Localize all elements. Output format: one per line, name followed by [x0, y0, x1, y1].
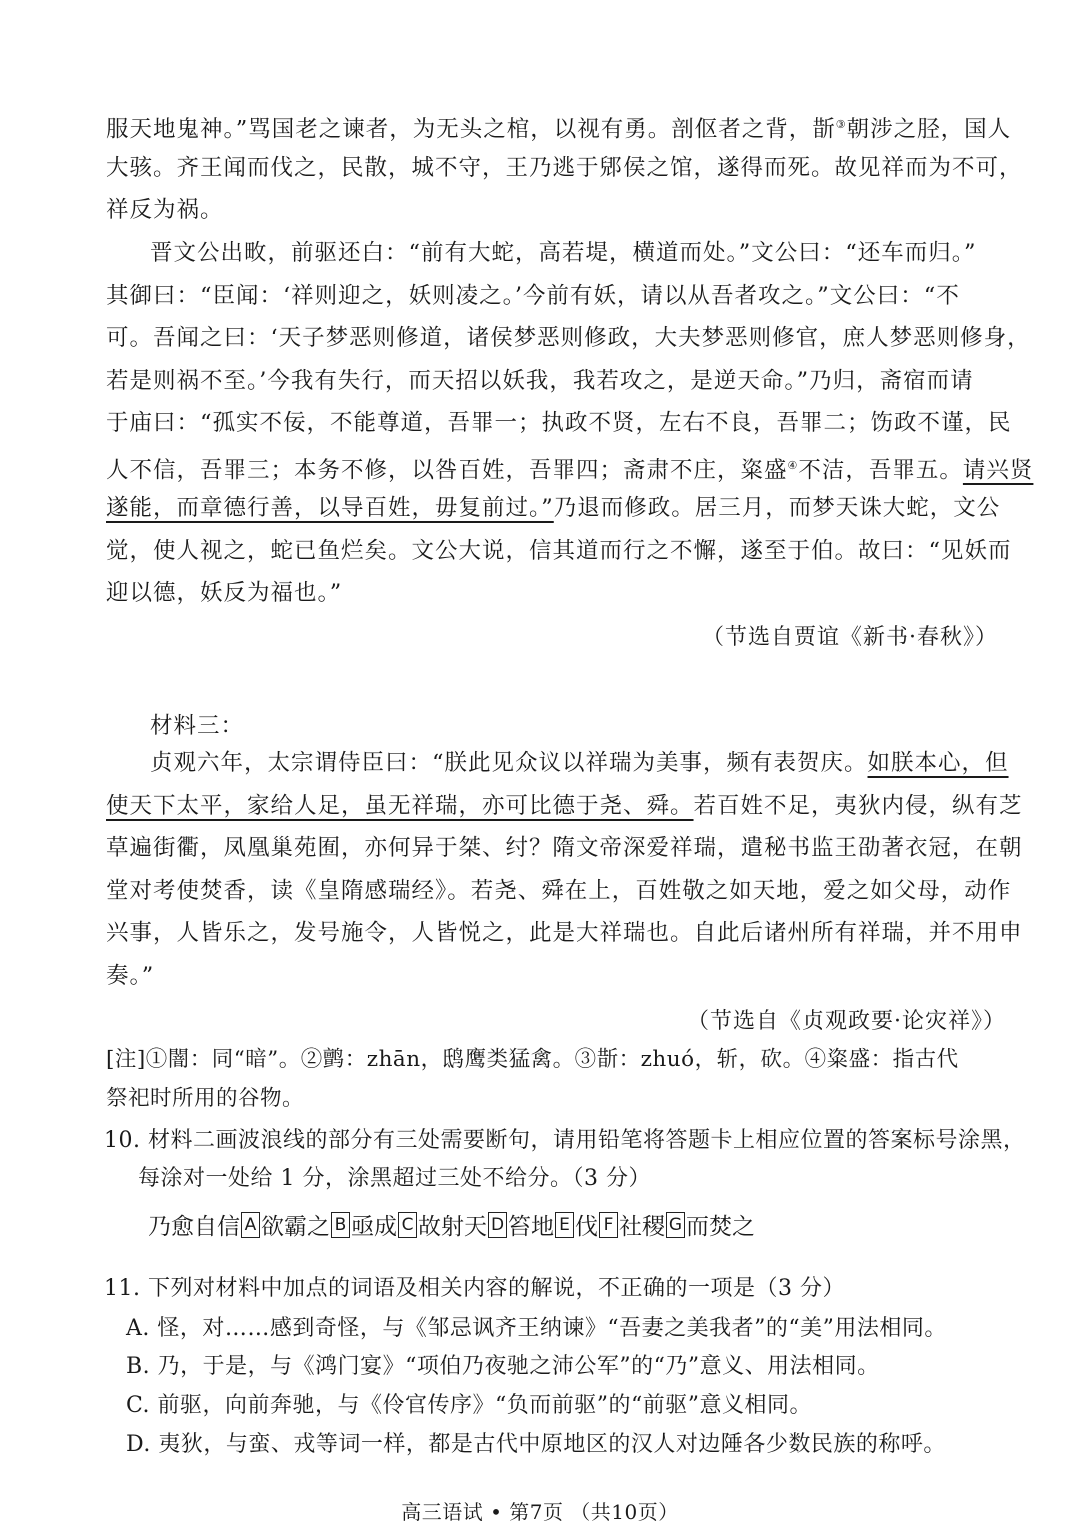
underlined-sentence: 如朕本心，但: [867, 750, 1009, 776]
text-line: [106, 445, 1034, 488]
answer-box-f[interactable]: F: [599, 1212, 618, 1238]
question-11-stem: 11. 下列对材料中加点的词语及相关内容的解说，不正确的一项是（3 分）: [104, 1276, 845, 1301]
text-fragment: 不洁，吾罪五。: [798, 457, 963, 483]
text-line: 晋文公出畋，前驱还白：“前有大蛇，高若堤，横道而处。”文公曰：“还车而归。”: [150, 240, 977, 266]
text-segment: 而焚之: [686, 1214, 755, 1240]
text-segment: 欲霸之: [261, 1214, 330, 1240]
text-fragment: 乃退而修政。居三月，而梦天诛大蛇，文公: [553, 495, 1001, 521]
text-fragment: 朝涉之胫，国人: [846, 116, 1012, 143]
underlined-sentence: 遂能，而章德行善，以导百姓，毋复前过。”: [106, 495, 554, 521]
source-citation-xinshu: （节选自贾谊《新书·春秋》）: [702, 625, 998, 650]
text-line: 于庙曰：“孤实不佞，不能尊道，吾罪一；执政不贤，左右不良，吾罪二；饬政不谨，民: [106, 410, 1012, 436]
text-segment: 乃愈自信: [148, 1214, 240, 1240]
answer-box-d[interactable]: D: [488, 1212, 507, 1238]
answer-box-c[interactable]: C: [398, 1212, 417, 1238]
text-fragment: 贞观六年，太宗谓侍臣曰：“朕此见众议以祥瑞为美事，频有表贺庆。: [150, 750, 868, 776]
option-c[interactable]: C. 前驱，向前奔驰，与《伶官传序》“负而前驱”的“前驱”意义相同。: [126, 1393, 813, 1418]
answer-box-a[interactable]: A: [241, 1212, 260, 1238]
text-segment: 笞地: [508, 1214, 554, 1240]
footnote-line: 祭祀时所用的谷物。: [106, 1086, 305, 1111]
text-line: 迎以德，妖反为福也。”: [106, 580, 343, 606]
text-line: [106, 487, 1008, 530]
page-footer: 高三语试 • 第7页 （共10页）: [401, 1500, 679, 1524]
passage-3-paragraph: [106, 742, 1023, 997]
text-line: 大骇。齐王闻而伐之，民散，城不守，王乃逃于郳侯之馆，遂得而死。故见祥而为不可，: [106, 154, 1023, 181]
answer-box-e[interactable]: E: [555, 1212, 574, 1238]
source-citation-zhenguan: （节选自《贞观政要·论灾祥》）: [687, 1009, 1006, 1034]
question-10-stem: 10. 材料二画波浪线的部分有三处需要断句，请用铅笔将答题卡上相应位置的答案标号涂黑，: [104, 1128, 1026, 1153]
text-line: 兴事，人皆乐之，发号施令，人皆悦之，此是大祥瑞也。自此后诸州所有祥瑞，并不用申: [106, 920, 1023, 946]
section-heading: 材料三：: [150, 713, 245, 739]
text-fragment: 若百姓不足，夷狄内侵，纵有芝: [693, 792, 1023, 819]
underlined-sentence: 使天下太平，家给人足，虽无祥瑞，亦可比德于尧、舜。: [106, 792, 694, 819]
option-b[interactable]: B. 乃，于是，与《鸿门宴》“项伯乃夜驰之沛公军”的“乃”意义、用法相同。: [126, 1354, 880, 1379]
sentence-break-answer-row: [148, 1208, 755, 1241]
text-fragment: 服天地鬼神。”骂国老之谏者，为无头之棺，以视有勇。剖伛者之背，斮: [106, 116, 836, 143]
text-line: [106, 104, 1012, 147]
footnote-marker: ③: [835, 118, 847, 131]
text-line: 若是则祸不至。’今我有失行，而天招以妖我，我若攻之，是逆天命。”乃归，斋宿而请: [106, 367, 974, 394]
footnotes: [106, 1040, 1016, 1118]
passage-2-paragraph-1: [106, 104, 1023, 232]
question-10-scoring: 每涂对一处给 1 分，涂黑超过三处不给分。（3 分）: [138, 1166, 651, 1191]
answer-box-b[interactable]: B: [331, 1212, 350, 1238]
answer-box-g[interactable]: G: [666, 1212, 685, 1238]
text-line: 祥反为祸。: [106, 197, 224, 223]
question-10: [104, 1122, 1025, 1198]
text-line: 可。吾闻之曰：‘天子梦恶则修道，诸侯梦恶则修政，大夫梦恶则修官，庶人梦恶则修身，: [106, 325, 1031, 351]
option-a[interactable]: A. 怪，对……感到奇怪，与《邹忌讽齐王纳谏》“吾妻之美我者”的“美”用法相同。: [126, 1316, 947, 1341]
text-fragment: 人不信，吾罪三；本务不修，以咎百姓，吾罪四；斋肃不庄，粢盛: [106, 457, 788, 483]
text-segment: 社稷: [619, 1214, 665, 1240]
text-line: 草遍街衢，凤凰巢苑囿，亦何异于桀、纣？隋文帝深爱祥瑞，遣秘书监王劭著衣冠，在朝: [106, 835, 1023, 861]
text-line: 堂对考使焚香，读《皇隋感瑞经》。若尧、舜在上，百姓敬之如天地，爱之如父母，动作: [106, 877, 1012, 904]
text-line: 觉，使人视之，蛇已鱼烂矣。文公大说，信其道而行之不懈，遂至于伯。故曰：“见妖而: [106, 537, 1012, 564]
text-segment: 亟成: [351, 1214, 397, 1240]
option-d[interactable]: D. 夷狄，与蛮、戎等词一样，都是古代中原地区的汉人对边陲各少数民族的称呼。: [126, 1432, 946, 1457]
passage-2-paragraph-2: [106, 232, 1034, 615]
text-line: 奏。”: [106, 962, 155, 989]
text-line: [106, 785, 1023, 828]
text-line: [106, 742, 1008, 785]
text-segment: 故射天: [418, 1214, 487, 1240]
underlined-sentence: 请兴贤: [962, 457, 1034, 483]
text-line: 其御曰：“臣闻：‘祥则迎之，妖则凌之。’今前有妖，请以从吾者攻之。”文公曰：“不: [106, 282, 960, 309]
text-segment: 伐: [575, 1214, 598, 1240]
footnote-line: [注]①闇：同“暗”。②鹯：zhān，鸱鹰类猛禽。③斮：zhuó，斩，砍。④粢盛：指古代: [106, 1047, 959, 1072]
footnote-marker: ④: [787, 458, 799, 472]
